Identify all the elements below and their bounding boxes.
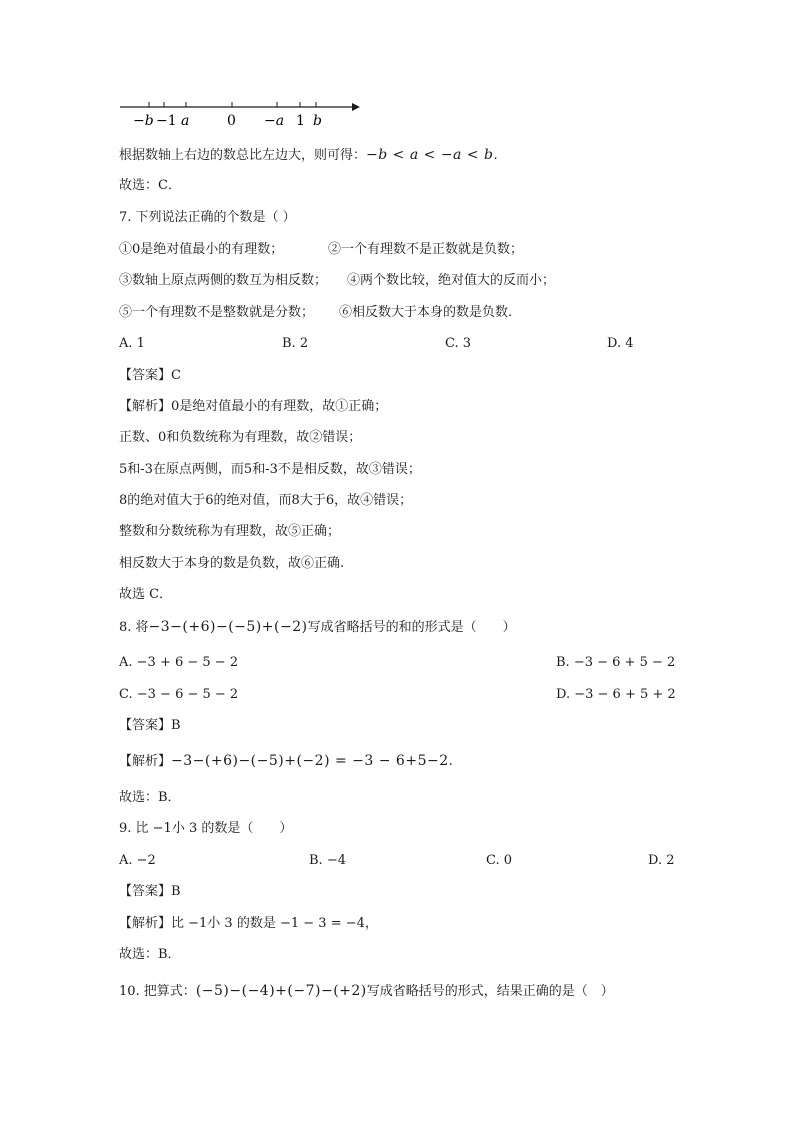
q7-statement-2: ②一个有理数不是正数就是负数； [328, 242, 524, 257]
q7-analysis-6: 相反数大于本身的数是负数，故⑥正确. [119, 556, 345, 571]
q9-analysis: 【解析】比 −1小 3 的数是 −1 − 3 = −4， [119, 916, 378, 931]
q10-suffix: 写成省略括号的形式，结果正确的是（ ） [366, 984, 614, 999]
q9-option-c: C. 0 [486, 853, 513, 868]
q8-option-a: A. −3 + 6 − 5 − 2 [119, 655, 239, 670]
q7-statement-4: ④两个数比较，绝对值大的反而小； [347, 273, 556, 288]
arrow-head-icon [352, 103, 360, 111]
q8-analysis [119, 753, 453, 770]
q8-analysis-label: 【解析】 [119, 754, 172, 769]
label-zero: 0 [227, 113, 236, 129]
q7-option-a: A. 1 [119, 336, 145, 351]
q8-choice: 故选：B． [119, 790, 181, 805]
q10-prefix: 10. 把算式： [119, 984, 196, 999]
label-one: 1 [296, 113, 305, 129]
q7-statement-6: ⑥相反数大于本身的数是负数. [339, 305, 513, 320]
q7-option-b: B. 2 [282, 336, 309, 351]
q6-choice: 故选：C． [119, 178, 181, 193]
label-b: b [313, 113, 322, 129]
q9-question: 9. 比 −1小 3 的数是（ ） [119, 821, 293, 836]
label-a: a [181, 113, 190, 129]
q9-option-b: B. −4 [309, 853, 346, 868]
q7-analysis-1: 【解析】0是绝对值最小的有理数，故①正确； [119, 399, 388, 414]
label-neg-b: −b [133, 113, 154, 129]
q7-option-d: D. 4 [607, 336, 634, 351]
q10-expr: (−5)−(−4)+(−7)−(+2) [195, 983, 367, 999]
label-neg-1: −1 [156, 113, 177, 129]
q8-prefix: 8. 将 [119, 620, 149, 635]
q7-answer: 【答案】C [119, 368, 181, 383]
q9-option-d: D. 2 [648, 853, 675, 868]
q8-option-d: D. −3 − 6 + 5 + 2 [556, 687, 676, 702]
q7-statement-1: ①0是绝对值最小的有理数； [119, 242, 284, 257]
q8-expr: −3−(+6)−(−5)+(−2) [148, 619, 308, 635]
q6-explain-end: . [493, 148, 498, 163]
q7-analysis-4: 8的绝对值大于6的绝对值，而8大于6，故④错误； [119, 493, 413, 508]
q9-option-a: A. −2 [119, 853, 156, 868]
q8-option-c: C. −3 − 6 − 5 − 2 [119, 687, 239, 702]
q6-explain-prefix: 根据数轴上右边的数总比左边大，则可得： [119, 148, 367, 163]
q7-option-c: C. 3 [445, 336, 472, 351]
q7-statement-5: ⑤一个有理数不是整数就是分数； [119, 305, 315, 320]
number-line-figure [116, 98, 376, 132]
label-neg-a: −a [264, 113, 285, 129]
q9-choice: 故选：B． [119, 947, 181, 962]
q7-analysis-3: 5和-3在原点两侧，而5和-3不是相反数，故③错误； [119, 462, 421, 477]
q10-question [119, 983, 614, 1000]
q9-answer: 【答案】B [119, 884, 181, 899]
q7-question: 7. 下列说法正确的个数是（ ） [119, 210, 296, 225]
q7-statement-3: ③数轴上原点两侧的数互为相反数； [119, 273, 328, 288]
q8-question [119, 619, 516, 636]
q6-explanation [119, 147, 498, 164]
q8-analysis-end: . [448, 754, 453, 769]
q6-explain-expr: −b < a < −a < b [366, 147, 494, 163]
q7-analysis-5: 整数和分数统称为有理数，故⑤正确； [119, 524, 341, 539]
q7-analysis-2: 正数、0和负数统称为有理数，故②错误； [119, 430, 362, 445]
q7-choice: 故选 C． [119, 587, 173, 602]
q8-suffix: 写成省略括号的和的形式是（ ） [307, 620, 516, 635]
q8-answer: 【答案】B [119, 718, 181, 733]
q8-analysis-expr: −3−(+6)−(−5)+(−2) = −3 − 6+5−2 [171, 753, 449, 769]
q8-option-b: B. −3 − 6 + 5 − 2 [556, 655, 676, 670]
